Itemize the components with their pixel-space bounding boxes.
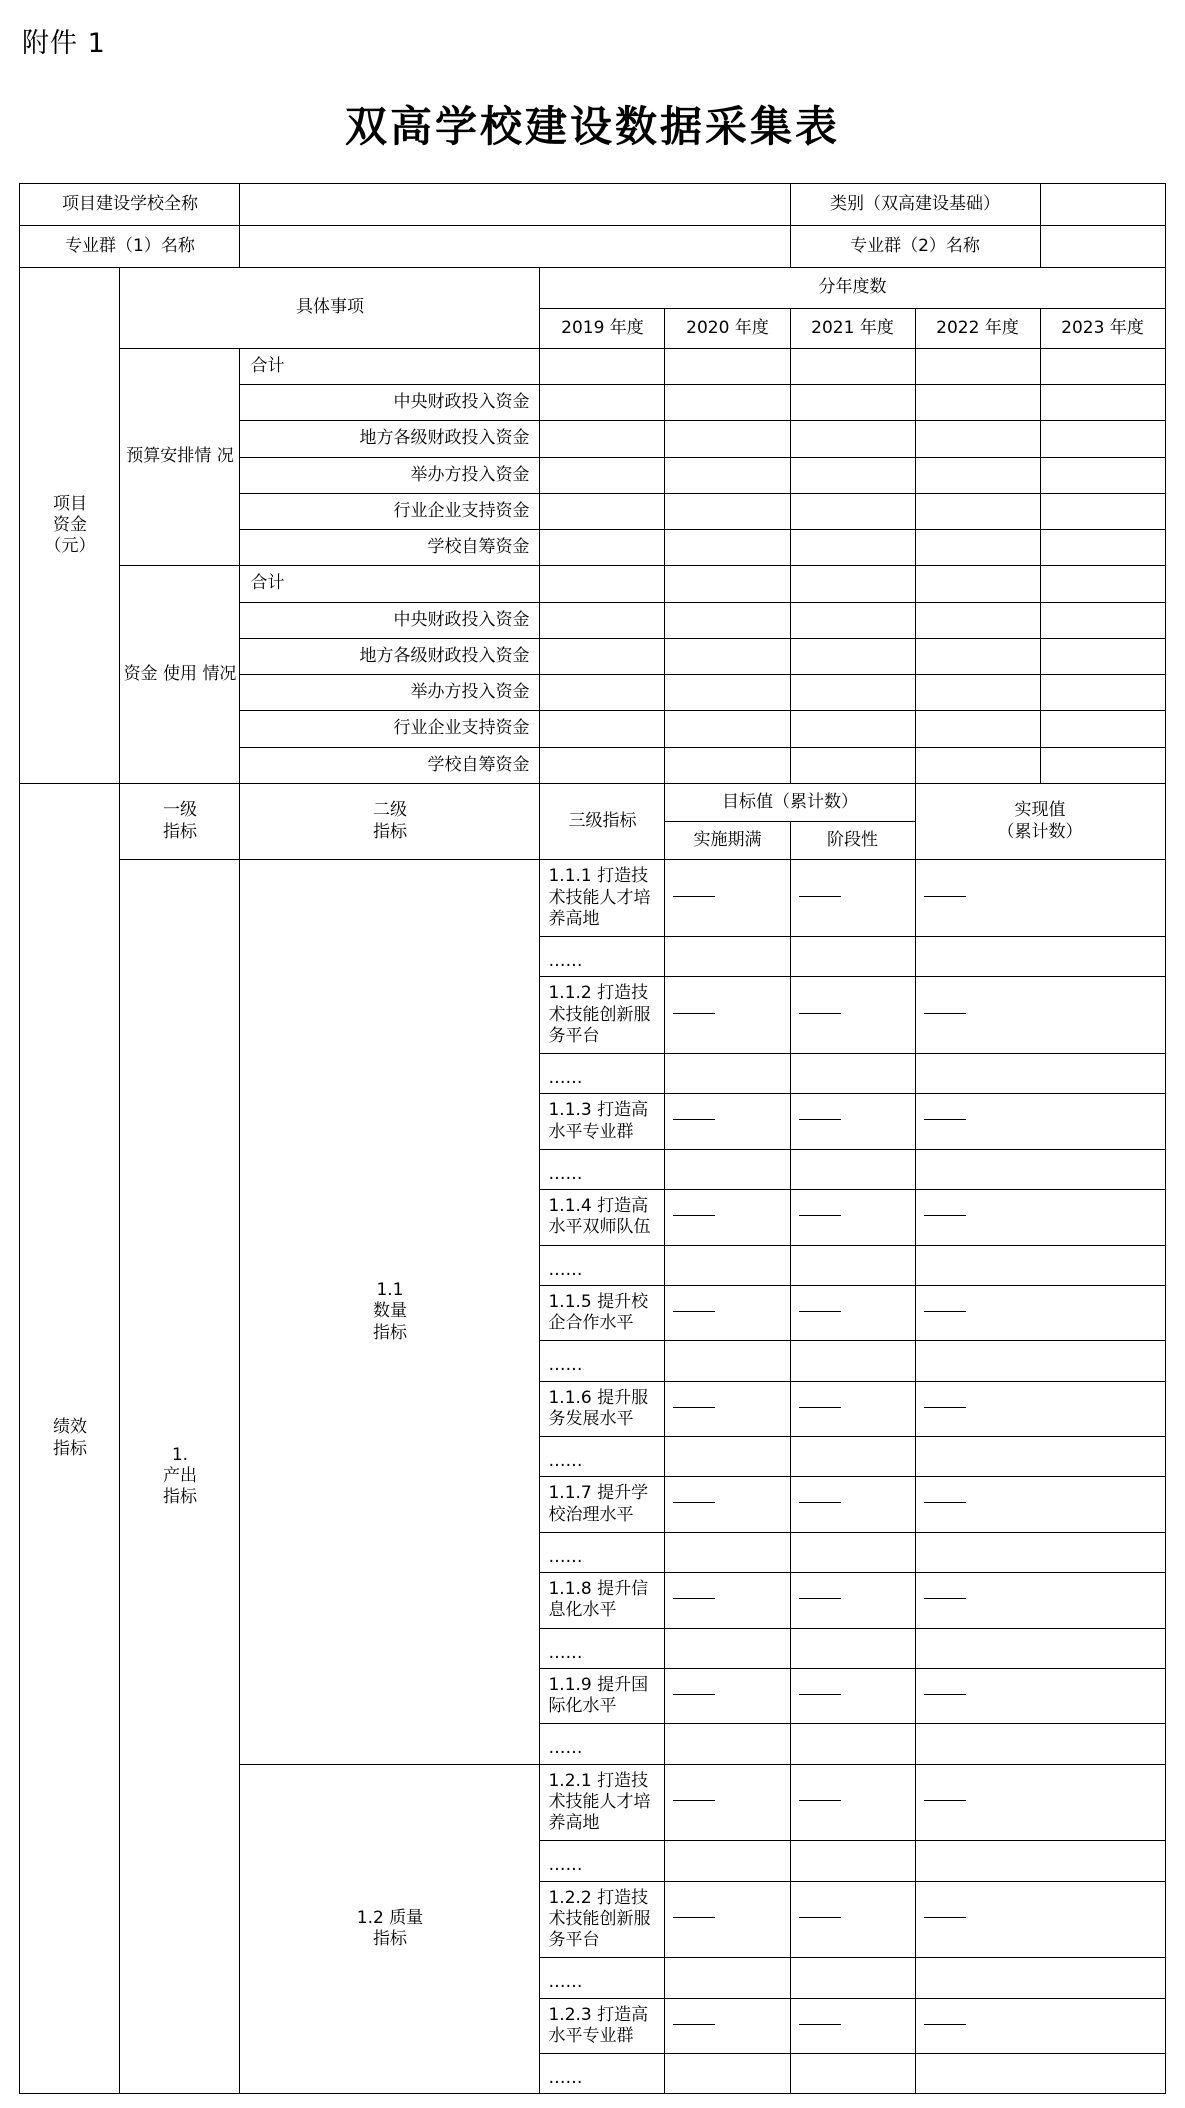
usage-value-2022[interactable] [915, 711, 1040, 747]
actual-value[interactable] [915, 977, 1165, 1054]
indicator-label: 1.2.1 打造技术技能人才培养高地 [540, 1764, 665, 1841]
usage-value-2022[interactable] [915, 566, 1040, 602]
ellipsis-label: …… [540, 1341, 665, 1381]
usage-item-label: 行业企业支持资金 [240, 711, 540, 747]
dash-mark [924, 896, 966, 897]
dash-mark [673, 1013, 715, 1014]
budget-value-2022[interactable] [915, 493, 1040, 529]
target-stage-value[interactable] [790, 937, 915, 977]
target-completion-value[interactable] [665, 937, 790, 977]
dash-mark [799, 1215, 841, 1216]
dash-mark [673, 1119, 715, 1120]
actual-value[interactable] [915, 1841, 1165, 1881]
target-completion-value[interactable] [665, 1724, 790, 1764]
usage-value-2021[interactable] [790, 747, 915, 783]
dash-mark [799, 1800, 841, 1801]
target-completion-value[interactable] [665, 1477, 790, 1533]
indicator-label: 1.2.3 打造高水平专业群 [540, 1998, 665, 2054]
dash-mark [799, 1502, 841, 1503]
budget-value-2022[interactable] [915, 348, 1040, 384]
performance-row-label [20, 783, 120, 2094]
indicator-label: 1.1.6 提升服务发展水平 [540, 1381, 665, 1437]
target-completion-value[interactable] [665, 1764, 790, 1841]
level1-header-line-1: 一级 [162, 800, 197, 821]
target-stage-value[interactable] [790, 1998, 915, 2054]
dash-mark [924, 1917, 966, 1918]
budget-value-2023[interactable] [1040, 530, 1165, 566]
target-completion-value[interactable] [665, 1381, 790, 1437]
level2-quality-label-line-2: 指标 [372, 1928, 407, 1949]
usage-value-2021[interactable] [790, 566, 915, 602]
target-stage-value[interactable] [790, 1437, 915, 1477]
ellipsis-label: …… [540, 1437, 665, 1477]
budget-value-2019[interactable] [540, 530, 665, 566]
level2-header-line-1: 二级 [372, 800, 407, 821]
ellipsis-label: …… [540, 1841, 665, 1881]
target-stage-value[interactable] [790, 1341, 915, 1381]
indicator-label: 1.1.2 打造技术技能创新服务平台 [540, 977, 665, 1054]
ellipsis-label: …… [540, 1054, 665, 1094]
dash-mark [799, 1119, 841, 1120]
target-completion-value[interactable] [665, 1149, 790, 1189]
budget-value-2021[interactable] [790, 421, 915, 457]
usage-value-2022[interactable] [915, 675, 1040, 711]
dash-mark [799, 1407, 841, 1408]
usage-item-label: 合计 [240, 566, 540, 602]
actual-value[interactable] [915, 1724, 1165, 1764]
budget-value-2023[interactable] [1040, 348, 1165, 384]
attachment-label: 附件 1 [22, 28, 106, 59]
usage-value-2019[interactable] [540, 711, 665, 747]
dash-mark [924, 1800, 966, 1801]
year-header-2021: 2021 年度 [790, 308, 915, 348]
usage-value-2019[interactable] [540, 602, 665, 638]
budget-value-2023[interactable] [1040, 421, 1165, 457]
level1-output-label [120, 860, 240, 2094]
target-completion-value[interactable] [665, 1341, 790, 1381]
usage-value-2023[interactable] [1040, 566, 1165, 602]
usage-value-2019[interactable] [540, 566, 665, 602]
ellipsis-label: …… [540, 1628, 665, 1668]
dash-mark [673, 1800, 715, 1801]
dash-mark [924, 1598, 966, 1599]
ellipsis-label: …… [540, 1149, 665, 1189]
target-completion-value[interactable] [665, 1958, 790, 1998]
budget-item-label: 合计 [240, 348, 540, 384]
funds-row-label [20, 268, 120, 784]
usage-value-2022[interactable] [915, 638, 1040, 674]
budget-group-label-line-2: 况 [216, 446, 234, 467]
indicator-label: 1.1.7 提升学校治理水平 [540, 1477, 665, 1533]
actual-value[interactable] [915, 1341, 1165, 1381]
dash-mark [799, 1694, 841, 1695]
year-header-2019: 2019 年度 [540, 308, 665, 348]
ellipsis-label: …… [540, 1245, 665, 1285]
budget-group-label-line-1: 预算安排情 [126, 446, 212, 467]
budget-item-label: 学校自筹资金 [240, 530, 540, 566]
actual-value[interactable] [915, 1958, 1165, 1998]
level2-quantity-label [240, 860, 540, 1764]
target-stage-value[interactable] [790, 1958, 915, 1998]
usage-item-label: 举办方投入资金 [240, 675, 540, 711]
dash-mark [924, 1215, 966, 1216]
usage-value-2019[interactable] [540, 747, 665, 783]
usage-item-label: 地方各级财政投入资金 [240, 638, 540, 674]
level2-header-line-2: 指标 [372, 821, 407, 842]
target-stage-header: 阶段性 [790, 822, 915, 860]
ellipsis-label: …… [540, 1958, 665, 1998]
actual-value[interactable] [915, 1573, 1165, 1629]
school-name-value[interactable] [240, 183, 790, 225]
identification-row-group [20, 226, 1165, 268]
target-completion-value[interactable] [665, 1532, 790, 1572]
target-completion-value[interactable] [665, 1881, 790, 1958]
actual-value[interactable] [915, 860, 1165, 937]
target-stage-value[interactable] [790, 1381, 915, 1437]
identification-row-school [20, 183, 1165, 225]
year-header-2022: 2022 年度 [915, 308, 1040, 348]
dash-mark [673, 896, 715, 897]
dash-mark [673, 1917, 715, 1918]
budget-value-2023[interactable] [1040, 385, 1165, 421]
usage-value-2020[interactable] [665, 566, 790, 602]
funds-row-label-line-1: 项目 [52, 493, 87, 514]
dash-mark [673, 1407, 715, 1408]
actual-value[interactable] [915, 1881, 1165, 1958]
budget-value-2020[interactable] [665, 421, 790, 457]
level1-output-label-line-2: 产出 [162, 1466, 197, 1487]
level2-quality-label-line-1: 1.2 质量 [356, 1907, 424, 1928]
actual-value[interactable] [915, 1628, 1165, 1668]
group2-value[interactable] [1040, 226, 1165, 268]
dash-mark [924, 2024, 966, 2025]
budget-value-2021[interactable] [790, 457, 915, 493]
indicator-label: 1.1.1 打造技术技能人才培养高地 [540, 860, 665, 937]
usage-value-2023[interactable] [1040, 675, 1165, 711]
budget-value-2021[interactable] [790, 493, 915, 529]
budget-value-2019[interactable] [540, 421, 665, 457]
target-value-header: 目标值（累计数） [665, 783, 915, 821]
actual-value[interactable] [915, 1437, 1165, 1477]
indicator-label: 1.1.8 提升信息化水平 [540, 1573, 665, 1629]
level2-quantity-label-line-2: 数量 [372, 1301, 407, 1322]
budget-item-label: 行业企业支持资金 [240, 493, 540, 529]
actual-value[interactable] [915, 2054, 1165, 2094]
document-page [0, 28, 1185, 2108]
usage-value-2021[interactable] [790, 638, 915, 674]
page-title: 双高学校建设数据采集表 [344, 102, 840, 152]
usage-value-2021[interactable] [790, 675, 915, 711]
target-completion-value[interactable] [665, 1285, 790, 1341]
actual-value[interactable] [915, 1477, 1165, 1533]
dash-mark [799, 2024, 841, 2025]
dash-mark [673, 1694, 715, 1695]
budget-value-2023[interactable] [1040, 457, 1165, 493]
actual-value[interactable] [915, 1532, 1165, 1572]
yearly-figures-header: 分年度数 [540, 268, 1165, 308]
ellipsis-label: …… [540, 937, 665, 977]
target-stage-value[interactable] [790, 1054, 915, 1094]
dash-mark [673, 1311, 715, 1312]
budget-row-total [20, 348, 1165, 384]
target-stage-value[interactable] [790, 1724, 915, 1764]
actual-value[interactable] [915, 1998, 1165, 2054]
level1-output-label-line-3: 指标 [162, 1487, 197, 1508]
budget-item-label: 举办方投入资金 [240, 457, 540, 493]
usage-value-2020[interactable] [665, 602, 790, 638]
target-completion-value[interactable] [665, 1628, 790, 1668]
target-completion-value[interactable] [665, 1094, 790, 1150]
target-stage-value[interactable] [790, 1628, 915, 1668]
level3-header: 三级指标 [540, 783, 665, 860]
dash-mark [924, 1502, 966, 1503]
target-stage-value[interactable] [790, 1532, 915, 1572]
usage-value-2023[interactable] [1040, 711, 1165, 747]
usage-group-label-line-1: 资金 [123, 663, 158, 684]
usage-value-2019[interactable] [540, 675, 665, 711]
target-stage-value[interactable] [790, 860, 915, 937]
dash-mark [924, 1694, 966, 1695]
target-stage-value[interactable] [790, 1764, 915, 1841]
level2-quantity-label-line-1: 1.1 [376, 1280, 404, 1301]
dash-mark [799, 896, 841, 897]
indicator-row-1-1-1 [20, 860, 1165, 937]
budget-group-label [120, 348, 240, 566]
target-stage-value[interactable] [790, 1094, 915, 1150]
level2-quantity-label-line-3: 指标 [372, 1322, 407, 1343]
dash-mark [673, 1598, 715, 1599]
budget-value-2020[interactable] [665, 530, 790, 566]
target-completion-value[interactable] [665, 1841, 790, 1881]
usage-value-2022[interactable] [915, 747, 1040, 783]
budget-item-label: 中央财政投入资金 [240, 385, 540, 421]
level2-header [240, 783, 540, 860]
level1-header-line-2: 指标 [162, 821, 197, 842]
budget-value-2023[interactable] [1040, 493, 1165, 529]
ellipsis-label: …… [540, 1532, 665, 1572]
target-completion-value[interactable] [665, 1190, 790, 1246]
usage-group-label-line-3: 情况 [202, 663, 237, 684]
year-header-2020: 2020 年度 [665, 308, 790, 348]
dash-mark [799, 1598, 841, 1599]
usage-row-total [20, 566, 1165, 602]
budget-value-2021[interactable] [790, 385, 915, 421]
funds-row-label-line-3: （元） [44, 536, 96, 557]
usage-item-label: 学校自筹资金 [240, 747, 540, 783]
usage-value-2020[interactable] [665, 711, 790, 747]
usage-value-2021[interactable] [790, 711, 915, 747]
funds-header-row-1 [20, 268, 1165, 308]
usage-value-2022[interactable] [915, 602, 1040, 638]
usage-value-2023[interactable] [1040, 638, 1165, 674]
usage-value-2020[interactable] [665, 747, 790, 783]
indicator-label: 1.1.3 打造高水平专业群 [540, 1094, 665, 1150]
target-stage-value[interactable] [790, 1477, 915, 1533]
level1-output-label-line-1: 1. [171, 1444, 189, 1465]
budget-value-2020[interactable] [665, 493, 790, 529]
budget-value-2022[interactable] [915, 530, 1040, 566]
budget-value-2020[interactable] [665, 348, 790, 384]
budget-value-2022[interactable] [915, 385, 1040, 421]
group1-value[interactable] [240, 226, 790, 268]
dash-mark [673, 1502, 715, 1503]
actual-value[interactable] [915, 1381, 1165, 1437]
performance-header-row-1 [20, 783, 1165, 821]
target-stage-value[interactable] [790, 1668, 915, 1724]
dash-mark [924, 1013, 966, 1014]
budget-value-2022[interactable] [915, 421, 1040, 457]
group1-label: 专业群（1）名称 [20, 226, 240, 268]
target-completion-value[interactable] [665, 1245, 790, 1285]
indicator-label: 1.1.9 提升国际化水平 [540, 1668, 665, 1724]
dash-mark [799, 1013, 841, 1014]
indicator-label: 1.1.5 提升校企合作水平 [540, 1285, 665, 1341]
budget-value-2021[interactable] [790, 530, 915, 566]
funds-row-label-line-2: 资金 [52, 514, 87, 535]
budget-value-2019[interactable] [540, 385, 665, 421]
school-name-label: 项目建设学校全称 [20, 183, 240, 225]
indicator-label: 1.1.4 打造高水平双师队伍 [540, 1190, 665, 1246]
target-completion-header: 实施期满 [665, 822, 790, 860]
budget-value-2019[interactable] [540, 457, 665, 493]
target-completion-value[interactable] [665, 1437, 790, 1477]
usage-item-label: 中央财政投入资金 [240, 602, 540, 638]
actual-value[interactable] [915, 1764, 1165, 1841]
target-stage-value[interactable] [790, 1573, 915, 1629]
target-completion-value[interactable] [665, 1054, 790, 1094]
dash-mark [673, 1215, 715, 1216]
actual-value[interactable] [915, 1245, 1165, 1285]
dash-mark [924, 1407, 966, 1408]
target-completion-value[interactable] [665, 1668, 790, 1724]
actual-value-header [915, 783, 1165, 860]
target-completion-value[interactable] [665, 860, 790, 937]
group2-label: 专业群（2）名称 [790, 226, 1040, 268]
level1-header [120, 783, 240, 860]
level2-quality-label [240, 1764, 540, 2094]
usage-group-label-line-2: 使用 [162, 663, 197, 684]
dash-mark [799, 1917, 841, 1918]
actual-value[interactable] [915, 1285, 1165, 1341]
actual-value[interactable] [915, 937, 1165, 977]
indicator-label: 1.2.2 打造技术技能创新服务平台 [540, 1881, 665, 1958]
budget-value-2021[interactable] [790, 348, 915, 384]
budget-item-label: 地方各级财政投入资金 [240, 421, 540, 457]
budget-value-2020[interactable] [665, 457, 790, 493]
actual-value-header-line-1: 实现值 [1014, 800, 1066, 821]
data-collection-table [19, 183, 1165, 2095]
budget-value-2019[interactable] [540, 493, 665, 529]
target-stage-value[interactable] [790, 1881, 915, 1958]
dash-mark [924, 1311, 966, 1312]
performance-row-label-line-2: 指标 [52, 1438, 87, 1459]
dash-mark [673, 2024, 715, 2025]
usage-value-2021[interactable] [790, 602, 915, 638]
actual-value[interactable] [915, 1668, 1165, 1724]
actual-value[interactable] [915, 1149, 1165, 1189]
target-stage-value[interactable] [790, 977, 915, 1054]
usage-value-2019[interactable] [540, 638, 665, 674]
detail-items-header: 具体事项 [120, 268, 540, 349]
actual-value[interactable] [915, 1190, 1165, 1246]
usage-value-2020[interactable] [665, 638, 790, 674]
usage-value-2023[interactable] [1040, 602, 1165, 638]
target-stage-value[interactable] [790, 1285, 915, 1341]
usage-value-2020[interactable] [665, 675, 790, 711]
budget-value-2019[interactable] [540, 348, 665, 384]
target-stage-value[interactable] [790, 2054, 915, 2094]
target-completion-value[interactable] [665, 1998, 790, 2054]
target-stage-value[interactable] [790, 1245, 915, 1285]
actual-value[interactable] [915, 1094, 1165, 1150]
category-value[interactable] [1040, 183, 1165, 225]
target-completion-value[interactable] [665, 2054, 790, 2094]
budget-value-2020[interactable] [665, 385, 790, 421]
target-completion-value[interactable] [665, 977, 790, 1054]
target-stage-value[interactable] [790, 1841, 915, 1881]
actual-value-header-line-2: （累计数） [997, 821, 1083, 842]
category-label: 类别（双高建设基础） [790, 183, 1040, 225]
dash-mark [924, 1119, 966, 1120]
actual-value[interactable] [915, 1054, 1165, 1094]
target-stage-value[interactable] [790, 1190, 915, 1246]
year-header-2023: 2023 年度 [1040, 308, 1165, 348]
dash-mark [799, 1311, 841, 1312]
usage-value-2023[interactable] [1040, 747, 1165, 783]
performance-row-label-line-1: 绩效 [52, 1417, 87, 1438]
usage-group-label [120, 566, 240, 784]
ellipsis-label: …… [540, 2054, 665, 2094]
budget-value-2022[interactable] [915, 457, 1040, 493]
target-stage-value[interactable] [790, 1149, 915, 1189]
ellipsis-label: …… [540, 1724, 665, 1764]
target-completion-value[interactable] [665, 1573, 790, 1629]
